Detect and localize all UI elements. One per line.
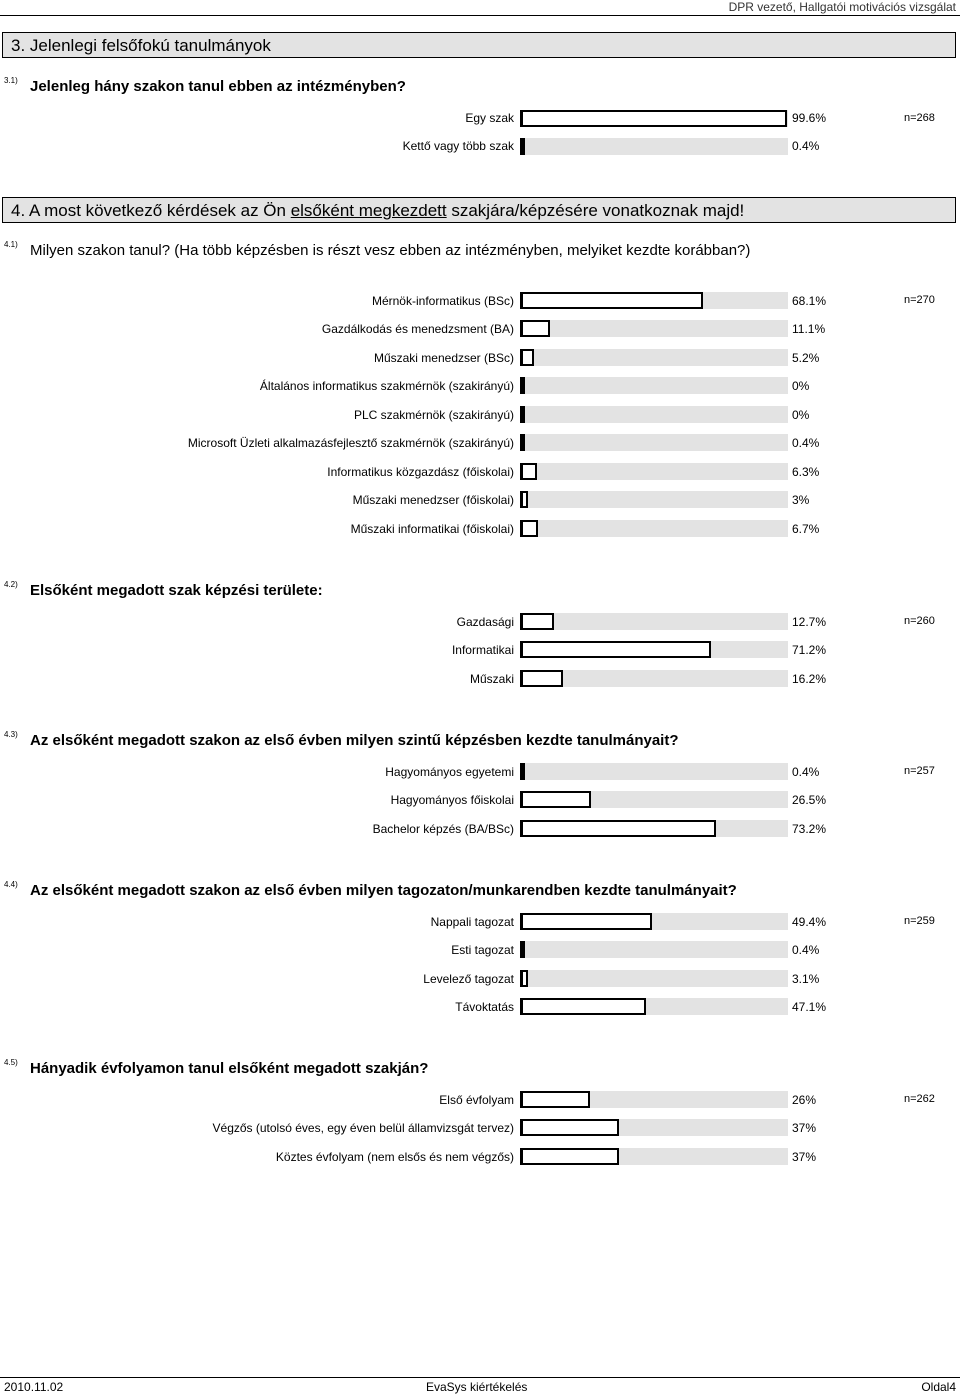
bar-track (520, 820, 788, 837)
answer-percent: 11.1% (792, 322, 826, 336)
bar-fill (520, 349, 534, 366)
answer-label: Műszaki (469, 672, 514, 686)
question-number: 3.1) (4, 76, 18, 85)
answer-label: Egy szak (465, 111, 514, 125)
section-3-header (2, 32, 956, 58)
bar-track (520, 670, 788, 687)
bar-track (520, 138, 788, 155)
bar-track (520, 110, 788, 127)
sample-size: n=259 (904, 915, 935, 927)
question-number: 4.5) (4, 1058, 18, 1067)
bar-fill (520, 491, 528, 508)
bar-fill (520, 1091, 590, 1108)
question-text: Milyen szakon tanul? (Ha több képzésben is részt vesz ebben az intézményben, melyiket kezdte korábban?) (30, 242, 751, 259)
bar-track (520, 941, 788, 958)
question-text: Hányadik évfolyamon tanul elsőként megadott szakján? (30, 1060, 429, 1077)
answer-label: Hagyományos főiskolai (390, 793, 514, 807)
bar-fill (520, 791, 591, 808)
answer-label: Végzős (utolsó éves, egy éven belül államvizsgát tervez) (212, 1121, 514, 1135)
answer-percent: 49.4% (792, 915, 827, 929)
bar-fill (520, 763, 525, 780)
answer-percent: 37% (792, 1150, 817, 1164)
bar-track (520, 491, 788, 508)
answer-percent: 12.7% (792, 615, 827, 629)
bar-fill (520, 377, 525, 394)
answer-label: Általános informatikus szakmérnök (szakirányú) (259, 379, 514, 393)
section-4-header (2, 197, 956, 223)
answer-label: Microsoft Üzleti alkalmazásfejlesztő szakmérnök (szakirányú) (187, 436, 514, 450)
bar-fill (520, 138, 525, 155)
question-number: 4.3) (4, 730, 18, 739)
answer-label: Informatikus közgazdász (főiskolai) (327, 465, 514, 479)
answer-label: Nappali tagozat (430, 915, 514, 929)
answer-percent: 68.1% (792, 294, 827, 308)
bar-track (520, 406, 788, 423)
answer-percent: 37% (792, 1121, 817, 1135)
answer-percent: 0.4% (792, 943, 820, 957)
bar-fill (520, 913, 652, 930)
answer-label: Távoktatás (455, 1000, 514, 1014)
answer-percent: 6.7% (792, 522, 820, 536)
section-3-title: 3. Jelenlegi felsőfokú tanulmányok (11, 36, 271, 55)
answer-label: Hagyományos egyetemi (385, 765, 514, 779)
answer-percent: 16.2% (792, 672, 827, 686)
bar-fill (520, 110, 787, 127)
answer-percent: 5.2% (792, 351, 820, 365)
bar-track (520, 1091, 788, 1108)
section-4-title: 4. A most következő kérdések az Ön elsőként megkezdett szakjára/képzésére vonatkoznak majd! (11, 201, 745, 220)
answer-percent: 3.1% (792, 972, 820, 986)
answer-percent: 6.3% (792, 465, 820, 479)
question-number: 4.1) (4, 240, 18, 249)
bar-fill (520, 670, 563, 687)
question-text: Az elsőként megadott szakon az első évben milyen tagozaton/munkarendben kezdte tanulmányait? (30, 882, 737, 899)
question-number: 4.4) (4, 880, 18, 889)
bar-fill (520, 970, 528, 987)
bar-track (520, 998, 788, 1015)
bar-fill (520, 613, 554, 630)
bar-fill (520, 1148, 619, 1165)
answer-label: Gazdálkodás és menedzsment (BA) (321, 322, 514, 336)
answer-percent: 47.1% (792, 1000, 827, 1014)
footer-date: 2010.11.02 (4, 1380, 64, 1394)
answer-label: Műszaki informatikai (főiskolai) (350, 522, 514, 536)
answer-percent: 73.2% (792, 822, 827, 836)
bar-fill (520, 406, 525, 423)
answer-percent: 0% (792, 379, 810, 393)
bar-fill (520, 463, 537, 480)
answer-label: Kettő vagy több szak (402, 139, 514, 153)
bar-track (520, 434, 788, 451)
answer-percent: 0% (792, 408, 810, 422)
question-number: 4.2) (4, 580, 18, 589)
bar-fill (520, 292, 703, 309)
answer-percent: 0.4% (792, 139, 820, 153)
answer-percent: 71.2% (792, 643, 827, 657)
bar-fill (520, 1119, 619, 1136)
answer-label: Műszaki menedzser (BSc) (373, 351, 514, 365)
bar-fill (520, 520, 538, 537)
sample-size: n=270 (904, 294, 935, 306)
header-divider (0, 15, 960, 16)
bar-fill (520, 641, 711, 658)
bar-fill (520, 820, 716, 837)
document-header-title: DPR vezető, Hallgatói motivációs vizsgálat (728, 0, 956, 14)
answer-label: PLC szakmérnök (szakirányú) (353, 408, 514, 422)
bar-track (520, 1148, 788, 1165)
footer-page: Oldal4 (921, 1380, 956, 1394)
answer-label: Bachelor képzés (BA/BSc) (372, 822, 514, 836)
answer-percent: 3% (792, 493, 810, 507)
answer-percent: 99.6% (792, 111, 827, 125)
question-text: Elsőként megadott szak képzési területe: (30, 582, 323, 599)
bar-track (520, 349, 788, 366)
bar-track (520, 520, 788, 537)
bar-track (520, 320, 788, 337)
answer-label: Első évfolyam (439, 1093, 514, 1107)
section-4-underlined: elsőként megkezdett (290, 201, 447, 220)
footer-divider (0, 1377, 960, 1378)
footer-center: EvaSys kiértékelés (426, 1380, 528, 1394)
bar-track (520, 292, 788, 309)
answer-label: Köztes évfolyam (nem elsős és nem végzős) (275, 1150, 514, 1164)
bar-track (520, 463, 788, 480)
bar-track (520, 613, 788, 630)
bar-track (520, 913, 788, 930)
sample-size: n=257 (904, 765, 935, 777)
answer-percent: 26.5% (792, 793, 827, 807)
answer-label: Mérnök-informatikus (BSc) (371, 294, 514, 308)
bar-track (520, 763, 788, 780)
bar-track (520, 377, 788, 394)
answer-label: Informatikai (451, 643, 514, 657)
answer-percent: 0.4% (792, 765, 820, 779)
answer-label: Levelező tagozat (423, 972, 514, 986)
answer-label: Műszaki menedzser (főiskolai) (352, 493, 514, 507)
question-text: Jelenleg hány szakon tanul ebben az intézményben? (30, 78, 406, 95)
sample-size: n=268 (904, 112, 935, 124)
sample-size: n=260 (904, 615, 935, 627)
bar-fill (520, 434, 525, 451)
bar-track (520, 970, 788, 987)
bar-fill (520, 320, 550, 337)
answer-label: Esti tagozat (451, 943, 514, 957)
answer-percent: 0.4% (792, 436, 820, 450)
answer-percent: 26% (792, 1093, 817, 1107)
bar-track (520, 791, 788, 808)
bar-fill (520, 998, 646, 1015)
bar-track (520, 641, 788, 658)
bar-fill (520, 941, 525, 958)
sample-size: n=262 (904, 1093, 935, 1105)
answer-label: Gazdasági (456, 615, 514, 629)
question-text: Az elsőként megadott szakon az első évben milyen szintű képzésben kezdte tanulmányait? (30, 732, 679, 749)
bar-track (520, 1119, 788, 1136)
